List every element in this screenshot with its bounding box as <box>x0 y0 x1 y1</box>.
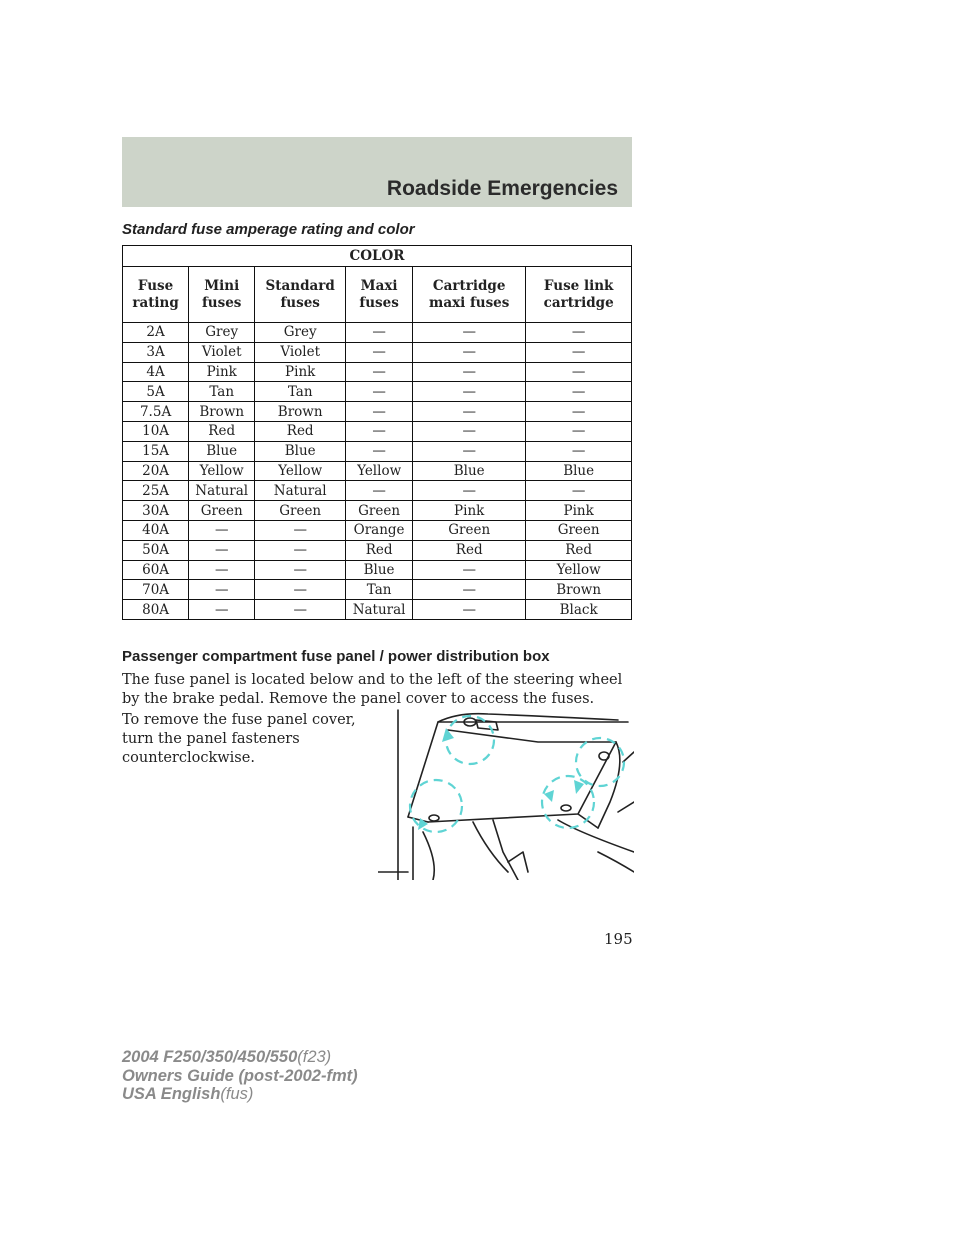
table-cell: 7.5A <box>123 402 189 422</box>
column-header: Fuse rating <box>123 267 189 323</box>
table-cell: — <box>413 441 526 461</box>
table-cell: — <box>413 421 526 441</box>
table-cell: Grey <box>189 323 255 343</box>
table-cell: — <box>346 342 413 362</box>
column-header: Standard fuses <box>255 267 346 323</box>
table-cell: — <box>413 402 526 422</box>
table-row <box>123 580 632 600</box>
table-cell: Pink <box>255 362 346 382</box>
table-row <box>123 323 632 343</box>
table-cell: Yellow <box>189 461 255 481</box>
table-cell: Violet <box>255 342 346 362</box>
table-cell: 60A <box>123 560 189 580</box>
table-cell: 3A <box>123 342 189 362</box>
table-cell: Brown <box>255 402 346 422</box>
table-cell: Blue <box>413 461 526 481</box>
table-cell: 70A <box>123 580 189 600</box>
table-cell: Grey <box>255 323 346 343</box>
table-cell: Yellow <box>346 461 413 481</box>
table-cell: — <box>526 421 632 441</box>
table-row <box>123 441 632 461</box>
section-title: Roadside Emergencies <box>386 177 618 200</box>
table-cell: 4A <box>123 362 189 382</box>
table-cell: — <box>526 481 632 501</box>
column-header: Fuse link cartridge <box>526 267 632 323</box>
table-row <box>123 402 632 422</box>
footer-guide: Owners Guide (post-2002-fmt) <box>122 1066 358 1085</box>
footer <box>122 1048 358 1104</box>
table-cell: Blue <box>189 441 255 461</box>
table-cell: Natural <box>255 481 346 501</box>
table-cell: — <box>189 580 255 600</box>
table-cell: Blue <box>526 461 632 481</box>
table-row <box>123 342 632 362</box>
table-cell: Pink <box>413 501 526 521</box>
table-cell: Red <box>189 421 255 441</box>
table-row <box>123 540 632 560</box>
table-row <box>123 461 632 481</box>
table-cell: Violet <box>189 342 255 362</box>
table-cell: — <box>526 382 632 402</box>
table-cell: — <box>255 600 346 620</box>
table-cell: — <box>413 560 526 580</box>
body-paragraph: To remove the fuse panel cover, turn the panel fasteners counterclockwise. <box>122 712 356 766</box>
table-cell: Tan <box>189 382 255 402</box>
table-cell: 10A <box>123 421 189 441</box>
table-cell: Red <box>255 421 346 441</box>
table-cell: — <box>255 560 346 580</box>
table-cell: Black <box>526 600 632 620</box>
table-cell: — <box>189 520 255 540</box>
table-cell: — <box>346 382 413 402</box>
table-cell: 25A <box>123 481 189 501</box>
table-row <box>123 560 632 580</box>
table-cell: — <box>346 421 413 441</box>
table-cell: — <box>413 323 526 343</box>
table-cell: 80A <box>123 600 189 620</box>
table-cell: — <box>346 441 413 461</box>
table-cell: — <box>346 323 413 343</box>
table-cell: — <box>413 580 526 600</box>
table-cell: 30A <box>123 501 189 521</box>
table-cell: — <box>526 323 632 343</box>
page-number: 195 <box>604 930 633 948</box>
table-row <box>123 501 632 521</box>
table-cell: — <box>346 481 413 501</box>
table-cell: Red <box>346 540 413 560</box>
section-heading: Passenger compartment fuse panel / power distribution box <box>122 648 550 665</box>
table-cell: 50A <box>123 540 189 560</box>
table-row <box>123 421 632 441</box>
table-cell: Brown <box>526 580 632 600</box>
table-row <box>123 481 632 501</box>
table-cell: Yellow <box>255 461 346 481</box>
footer-model-code: (f23) <box>297 1048 332 1066</box>
table-cell: — <box>189 540 255 560</box>
table-cell: — <box>255 520 346 540</box>
table-cell: Green <box>255 501 346 521</box>
table-cell: — <box>413 481 526 501</box>
table-cell: — <box>526 402 632 422</box>
table-cell: 2A <box>123 323 189 343</box>
table-cell: — <box>413 382 526 402</box>
column-header: Maxi fuses <box>346 267 413 323</box>
table-cell: Yellow <box>526 560 632 580</box>
table-cell: — <box>346 362 413 382</box>
column-header-row <box>123 267 632 323</box>
table-cell: Blue <box>255 441 346 461</box>
column-header: Cartridge maxi fuses <box>413 267 526 323</box>
footer-language: USA English <box>122 1085 221 1103</box>
footer-model: 2004 F250/350/450/550 <box>122 1048 298 1066</box>
table-cell: 20A <box>123 461 189 481</box>
table-row <box>123 382 632 402</box>
table-cell: — <box>255 540 346 560</box>
color-group-header: COLOR <box>123 246 632 267</box>
table-cell: Green <box>189 501 255 521</box>
table-cell: — <box>413 342 526 362</box>
table-cell: Blue <box>346 560 413 580</box>
table-row <box>123 362 632 382</box>
table-cell: Brown <box>189 402 255 422</box>
table-cell: Natural <box>189 481 255 501</box>
column-header: Mini fuses <box>189 267 255 323</box>
table-cell: Green <box>413 520 526 540</box>
table-row <box>123 520 632 540</box>
table-cell: — <box>526 441 632 461</box>
table-cell: — <box>413 600 526 620</box>
header-band <box>122 137 632 207</box>
table-row <box>123 600 632 620</box>
table-cell: 40A <box>123 520 189 540</box>
table-cell: — <box>526 342 632 362</box>
fuse-panel-cover-illustration <box>378 702 634 880</box>
table-cell: Red <box>526 540 632 560</box>
table-cell: Natural <box>346 600 413 620</box>
table-cell: 5A <box>123 382 189 402</box>
table-cell: Tan <box>255 382 346 402</box>
table-cell: — <box>413 362 526 382</box>
table-cell: Green <box>346 501 413 521</box>
fuse-color-table <box>122 245 632 620</box>
table-cell: — <box>189 600 255 620</box>
body-paragraph: The fuse panel is located below and to the left of the steering wheel by the brake pedal. Remove the panel cover to access the fuses. <box>122 672 623 707</box>
table-cell: Tan <box>346 580 413 600</box>
table-cell: — <box>189 560 255 580</box>
table-cell: — <box>526 362 632 382</box>
footer-language-code: (fus) <box>220 1085 254 1103</box>
table-cell: Pink <box>189 362 255 382</box>
table-cell: 15A <box>123 441 189 461</box>
table-cell: — <box>346 402 413 422</box>
table-cell: Orange <box>346 520 413 540</box>
table-title: Standard fuse amperage rating and color <box>122 221 415 238</box>
table-cell: Pink <box>526 501 632 521</box>
table-cell: Red <box>413 540 526 560</box>
table-cell: — <box>255 580 346 600</box>
table-cell: Green <box>526 520 632 540</box>
